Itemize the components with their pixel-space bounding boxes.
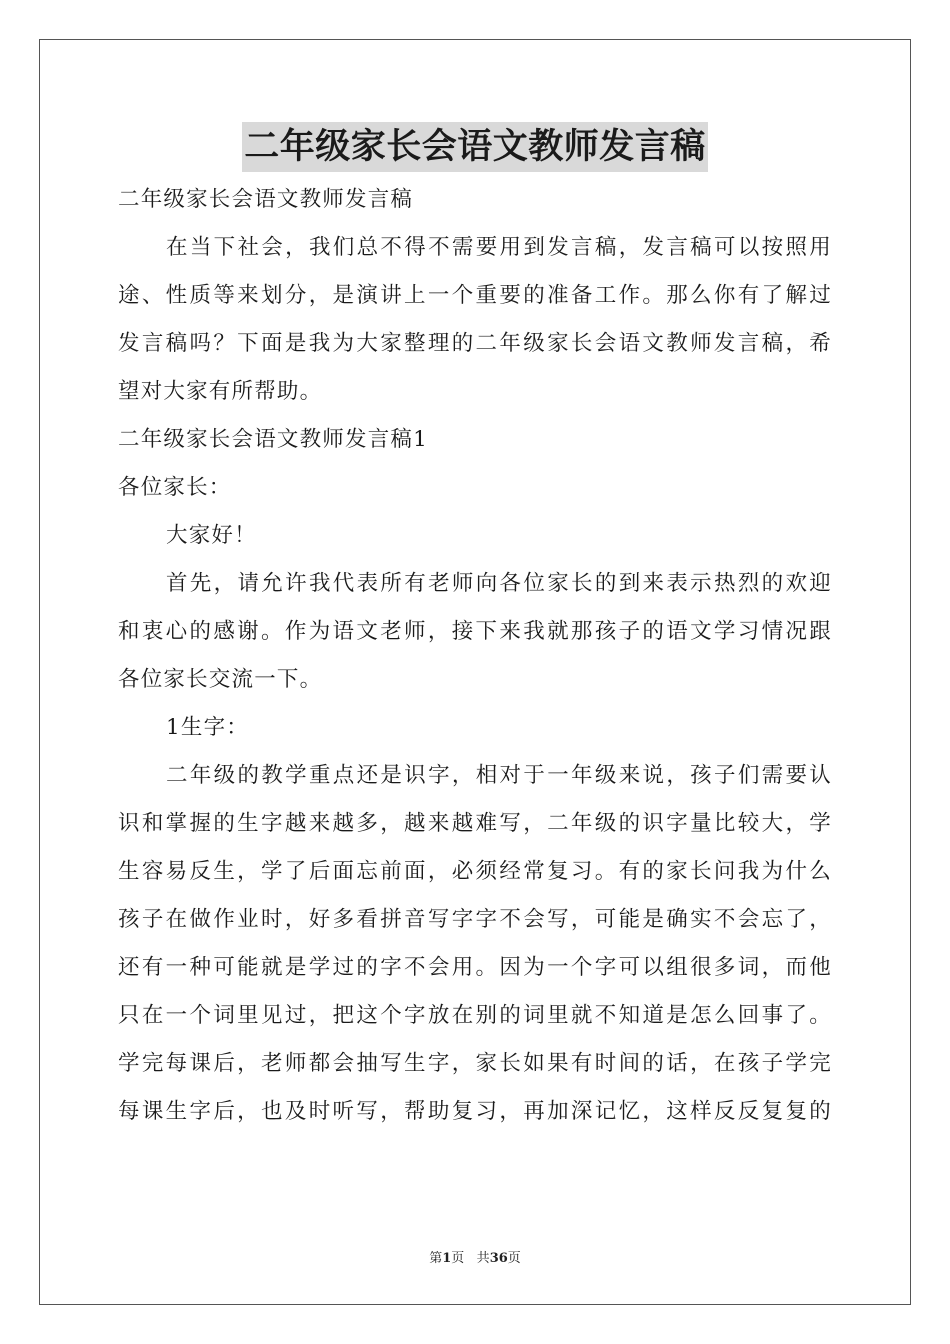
text-line: 1生字： (166, 715, 249, 740)
text-line: 每课生字后，也及时听写，帮助复习，再加深记忆，这样反反复复的 (118, 1099, 832, 1124)
text-line: 和衷心的感谢。作为语文老师，接下来我就那孩子的语文学习情况跟 (118, 619, 832, 644)
text-line: 识和掌握的生字越来越多，越来越难写，二年级的识字量比较大，学 (118, 811, 832, 836)
text-line: 孩子在做作业时，好多看拼音写字字不会写，可能是确实不会忘了， (118, 907, 832, 932)
text-line: 二年级的教学重点还是识字，相对于一年级来说，孩子们需要认 (166, 763, 832, 788)
title-container (0, 122, 950, 172)
text-line: 二年级家长会语文教师发言稿1 (118, 427, 428, 452)
page-suffix: 页 (451, 1251, 465, 1266)
text-line: 发言稿吗？下面是我为大家整理的二年级家长会语文教师发言稿，希 (118, 331, 832, 356)
page-prefix: 第 (429, 1251, 443, 1266)
text-line: 还有一种可能就是学过的字不会用。因为一个字可以组很多词，而他 (118, 955, 832, 980)
text-line: 在当下社会，我们总不得不需要用到发言稿，发言稿可以按照用 (166, 235, 832, 260)
text-line: 二年级家长会语文教师发言稿 (118, 187, 414, 212)
text-line: 途、性质等来划分，是演讲上一个重要的准备工作。那么你有了解过 (118, 283, 832, 308)
page-current: 1 (442, 1251, 452, 1266)
text-line: 首先，请允许我代表所有老师向各位家长的到来表示热烈的欢迎 (166, 571, 832, 596)
text-line: 各位家长交流一下。 (118, 667, 323, 692)
document-title: 二年级家长会语文教师发言稿 (242, 122, 708, 172)
text-line: 各位家长： (118, 475, 232, 500)
text-line: 只在一个词里见过，把这个字放在别的词里就不知道是怎么回事了。 (118, 1003, 832, 1028)
total-prefix: 共 (476, 1251, 490, 1266)
text-line: 学完每课后，老师都会抽写生字，家长如果有时间的话，在孩子学完 (118, 1051, 832, 1076)
page-footer (0, 1247, 950, 1266)
text-line: 生容易反生，学了后面忘前面，必须经常复习。有的家长问我为什么 (118, 859, 832, 884)
page-total: 36 (489, 1251, 508, 1266)
total-suffix: 页 (507, 1251, 521, 1266)
text-line: 望对大家有所帮助。 (118, 379, 323, 404)
document-body (118, 176, 832, 1136)
text-line: 大家好！ (166, 523, 257, 548)
